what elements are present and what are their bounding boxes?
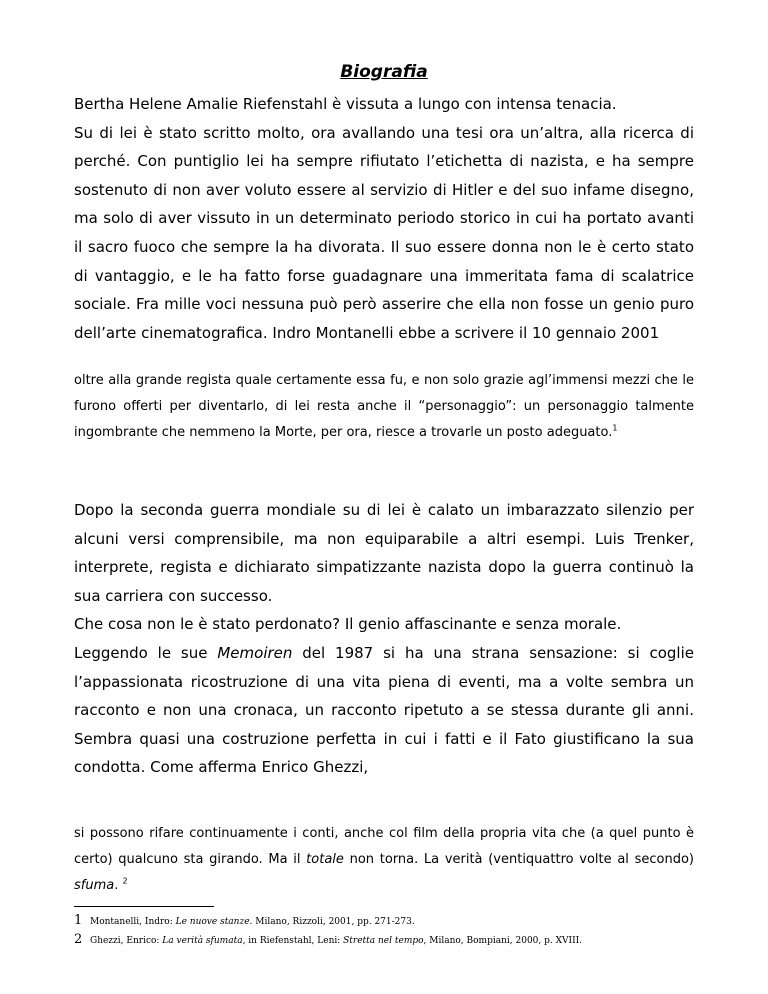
text-span: Leggendo le sue — [74, 643, 218, 662]
italic-title: Memoiren — [217, 643, 293, 662]
paragraph-opening: Bertha Helene Amalie Riefenstahl è vissuta a lungo con intensa tenacia. — [74, 95, 617, 113]
paragraph-memoiren — [74, 639, 694, 782]
text-span: , in Riefenstahl, Leni: — [242, 936, 344, 946]
footnote-number: 1 — [74, 913, 83, 928]
paragraph-biography: Su di lei è stato scritto molto, ora avallando una tesi ora un’altra, alla ricerca di perché. Con puntiglio lei ha sempre rifiutato l’etichetta di nazista, e ha sempre sostenuto di non aver voluto essere al servizio di Hitler e del suo infame disegno, ma solo di aver vissuto in un determinato periodo storico in cui ha portato avanti il sacro fuoco che sempre la ha divorata. Il suo essere donna non le è certo stato di vantaggio, e le ha fatto forse guadagnare una immeritata fama di scalatrice sociale. Fra mille voci nessuna può però asserire che ella non fosse un genio puro dell’arte cinematografica. Indro Montanelli ebbe a scrivere il 10 gennaio 2001 — [74, 123, 694, 342]
paragraph-postwar: Dopo la seconda guerra mondiale su di lei è calato un imbarazzato silenzio per alcuni versi comprensibile, ma non equiparabile a altri esempi. Luis Trenker, interprete, regista e dichiarato simpatizzante nazista dopo la guerra continuò la sua carriera con successo. — [74, 501, 694, 605]
text-block-intro — [74, 90, 694, 347]
italic-word: sfuma — [74, 878, 115, 893]
italic-word: totale — [306, 852, 344, 867]
text-block-postwar — [74, 496, 694, 782]
footnote-ref: 1 — [612, 423, 618, 433]
footnote-1 — [74, 912, 694, 931]
paragraph-question: Che cosa non le è stato perdonato? Il genio affascinante e senza morale. — [74, 615, 622, 634]
text-span: Ghezzi, Enrico: — [90, 936, 163, 946]
quote-text: oltre alla grande regista quale certamente essa fu, e non solo grazie agl’immensi mezzi che le furono offerti per diventarlo, di lei resta anche il “personaggio”: un personaggio talmente ingombrante che nemmeno la Morte, per ora, riesce a trovarle un posto adeguato. — [74, 373, 694, 440]
block-quote-montanelli — [74, 368, 694, 446]
text-span: Montanelli, Indro: — [90, 917, 176, 927]
text-span: si possono rifare continuamente i conti, anche col film della propria vita che (a quel punto è certo) qualcuno sta girando. Ma il — [74, 826, 694, 867]
text-span: . — [114, 878, 123, 893]
footnote-2 — [74, 931, 694, 950]
text-span: del 1987 si ha una strana sensazione: si coglie l’appassionata ricostruzione di una vita piena di eventi, ma a volte sembra un racconto e non una cronaca, un racconto ripetuto a se stessa durante gli anni. Sembra quasi una costruzione perfetta in cui i fatti e il Fato giustificano la sua condotta. Come afferma Enrico Ghezzi, — [74, 643, 694, 777]
text-span: , Milano, Bompiani, 2000, p. XVIII. — [423, 936, 583, 946]
italic-title: La verità sfumata — [162, 936, 243, 946]
text-span: non torna. La verità (ventiquattro volte al secondo) — [343, 852, 694, 867]
footnote-ref: 2 — [122, 876, 128, 886]
footnotes — [74, 912, 694, 950]
footnote-number: 2 — [74, 932, 83, 947]
text-span: . Milano, Rizzoli, 2001, pp. 271-273. — [249, 917, 415, 927]
page-title: Biografia — [340, 62, 428, 82]
footnote-divider — [74, 906, 214, 907]
block-quote-ghezzi — [74, 821, 694, 899]
italic-title: Le nuove stanze — [175, 917, 250, 927]
italic-title: Stretta nel tempo — [343, 936, 424, 946]
